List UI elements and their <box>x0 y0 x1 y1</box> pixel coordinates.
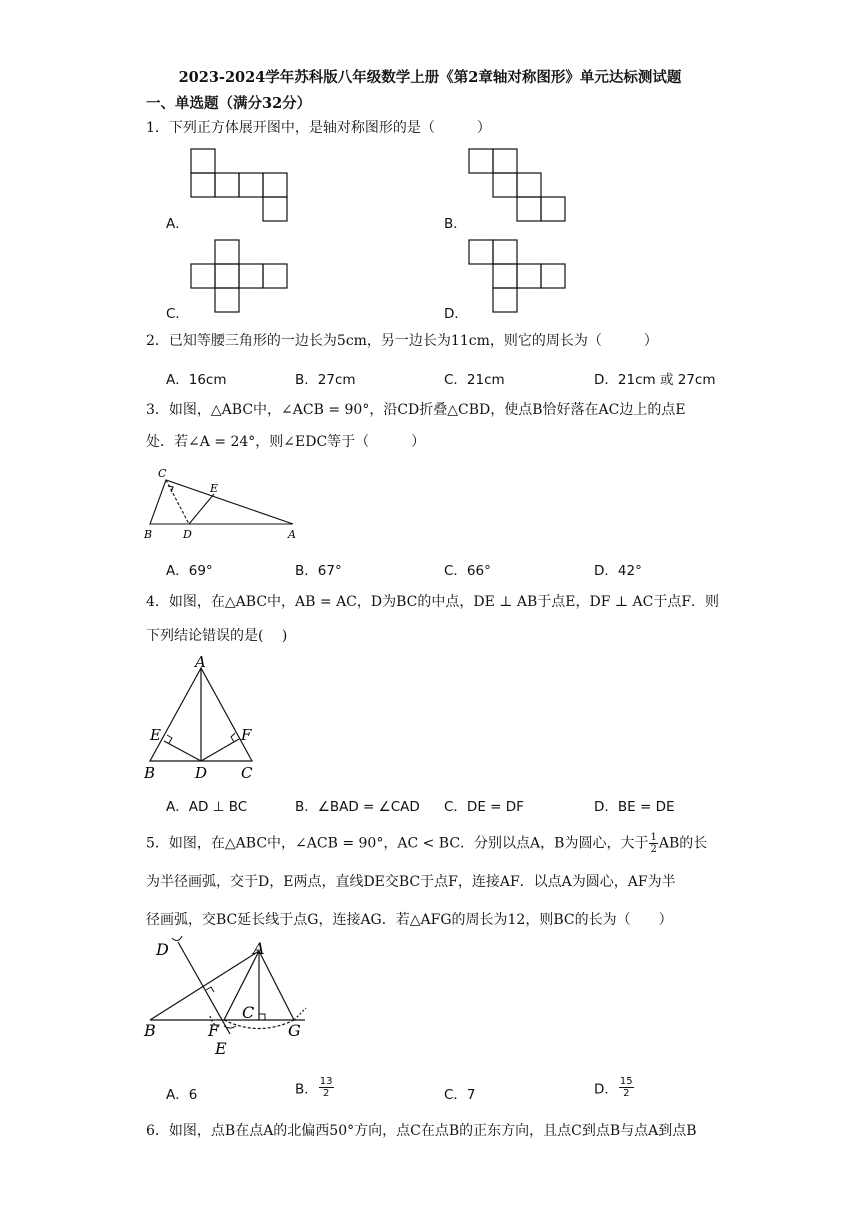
q1-net-a <box>190 148 290 224</box>
q4-label-a: A <box>195 654 206 671</box>
q5-line-1-start: 5．如图，在△ABC中，∠ACB = 90°，AC < BC．分别以点A，B为圆心，大于 <box>146 835 649 852</box>
q2-option-b[interactable]: B．27cm <box>295 372 356 388</box>
q5-option-b-fraction <box>319 1076 334 1099</box>
question-5-line-2: 为半径画弧，交于D，E两点，直线DE交BC于点F，连接AF．以点A为圆心，AF为半 <box>146 874 676 890</box>
q1-option-c[interactable]: C． <box>166 306 189 322</box>
q3-option-d[interactable]: D．42° <box>594 563 642 579</box>
q4-option-a[interactable]: A．AD ⊥ BC <box>166 799 248 815</box>
q5-label-d: D <box>156 940 169 959</box>
q5-line-1-end: AB的长 <box>658 835 708 852</box>
q5-option-d[interactable] <box>594 1076 635 1099</box>
q5-label-b: B <box>144 1021 156 1040</box>
q3-option-b[interactable]: B．67° <box>295 563 342 579</box>
question-4-line-2: 下列结论错误的是( ) <box>146 628 288 644</box>
q5-label-a: A <box>253 939 265 958</box>
q4-label-e: E <box>150 726 161 744</box>
q5-option-c[interactable]: C．7 <box>444 1087 476 1103</box>
question-5-line-3: 径画弧，交BC延长线于点G，连接AG．若△AFG的周长为12，则BC的长为（ ） <box>146 912 673 928</box>
q2-option-d[interactable]: D．21cm 或 27cm <box>594 372 716 388</box>
q2-option-a[interactable]: A．16cm <box>166 372 227 388</box>
q3-label-b: B <box>144 528 153 541</box>
question-6-line-1: 6．如图，点B在点A的北偏西50°方向，点C在点B的正东方向，且点C到点B与点A到点B <box>146 1123 697 1139</box>
q1-option-d[interactable]: D． <box>444 306 468 322</box>
q5-option-d-num: 15 <box>619 1076 633 1087</box>
q4-label-f: F <box>241 726 252 744</box>
q5-label-e: E <box>215 1039 227 1058</box>
q2-option-c[interactable]: C．21cm <box>444 372 505 388</box>
q3-label-e: E <box>210 482 219 495</box>
question-2-stem: 2．已知等腰三角形的一边长为5cm，另一边长为11cm，则它的周长为（ ） <box>146 333 658 349</box>
q3-label-a: A <box>288 528 296 541</box>
q1-option-a[interactable]: A． <box>166 216 189 232</box>
question-3-line-1: 3．如图，△ABC中，∠ACB = 90°，沿CD折叠△CBD，使点B恰好落在AC边上的点E <box>146 402 686 418</box>
q4-option-d[interactable]: D．BE = DE <box>594 799 675 815</box>
question-3-line-2: 处．若∠A = 24°，则∠EDC等于（ ） <box>146 434 426 450</box>
q1-net-d <box>468 239 568 315</box>
q5-option-a[interactable]: A．6 <box>166 1087 198 1103</box>
q5-frac-num: 1 <box>650 832 657 843</box>
q4-label-c: C <box>241 764 253 782</box>
q4-option-b[interactable]: B．∠BAD = ∠CAD <box>295 799 420 815</box>
q4-figure <box>140 654 270 784</box>
q5-label-f: F <box>208 1021 220 1040</box>
q1-net-c <box>190 239 290 315</box>
q3-label-d: D <box>183 528 192 541</box>
q5-fraction-half <box>649 832 657 855</box>
question-5-line-1 <box>146 832 726 855</box>
section-heading: 一、单选题（满分32分） <box>146 95 312 112</box>
q5-option-d-prefix: D． <box>594 1081 618 1098</box>
question-1-stem: 1．下列正方体展开图中，是轴对称图形的是（ ） <box>146 120 491 136</box>
q5-option-b-prefix: B． <box>295 1081 318 1098</box>
q5-option-b-num: 13 <box>319 1076 333 1087</box>
q1-net-b <box>468 148 568 224</box>
q5-label-g: G <box>288 1021 301 1040</box>
q3-option-c[interactable]: C．66° <box>444 563 491 579</box>
q1-option-b[interactable]: B． <box>444 216 467 232</box>
page-title: 2023-2024学年苏科版八年级数学上册《第2章轴对称图形》单元达标测试题 <box>178 69 682 86</box>
q5-label-c: C <box>242 1003 255 1022</box>
question-4-line-1: 4．如图，在△ABC中，AB = AC，D为BC的中点，DE ⊥ AB于点E，DF ⊥ AC于点F．则 <box>146 594 720 610</box>
q5-option-d-fraction <box>619 1076 634 1099</box>
q5-option-b-den: 2 <box>322 1088 330 1099</box>
q3-option-a[interactable]: A．69° <box>166 563 213 579</box>
q5-figure <box>140 934 340 1064</box>
q5-option-b[interactable] <box>295 1076 335 1099</box>
q5-option-d-den: 2 <box>623 1088 630 1099</box>
q3-figure <box>140 464 310 544</box>
q4-option-c[interactable]: C．DE = DF <box>444 799 524 815</box>
q5-frac-den: 2 <box>650 844 657 855</box>
q3-label-c: C <box>158 467 167 480</box>
q4-label-b: B <box>144 764 156 782</box>
q4-label-d: D <box>195 764 208 782</box>
